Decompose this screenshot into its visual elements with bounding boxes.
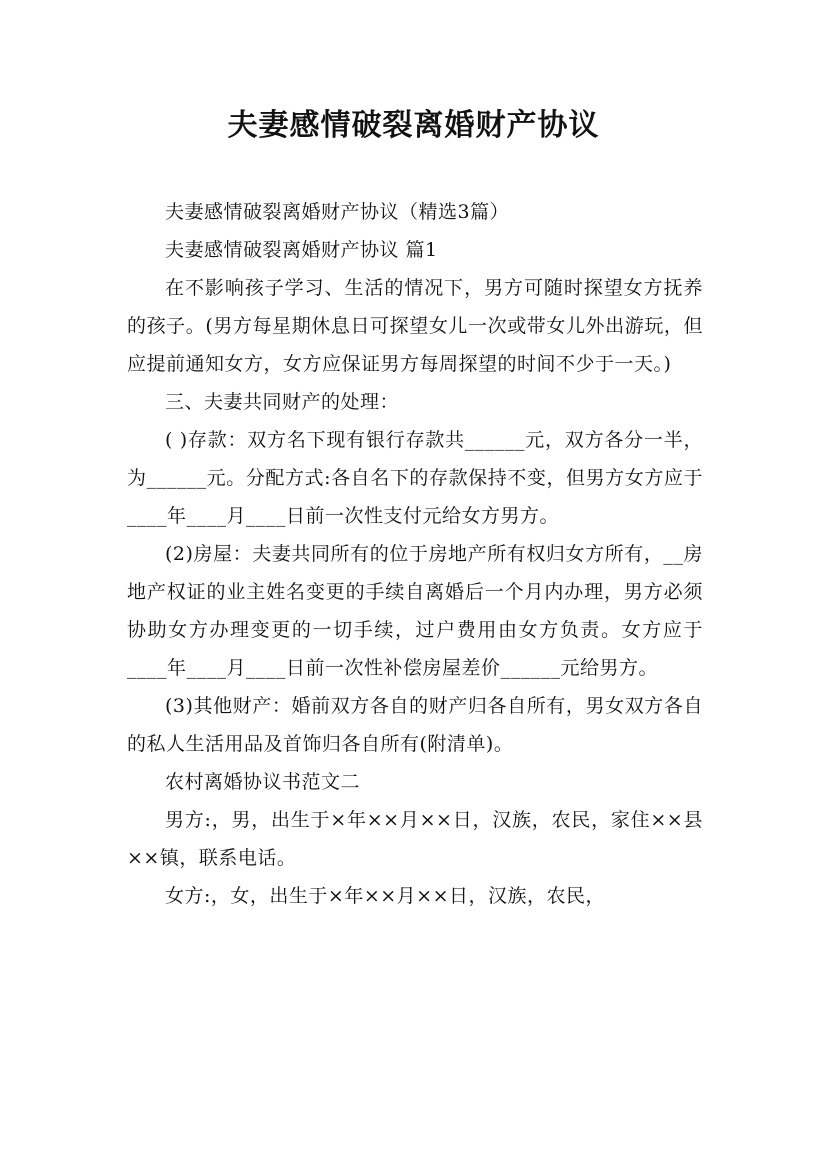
paragraph-female-party: 女方:，女，出生于×年××月××日，汉族，农民，: [165, 885, 606, 907]
paragraph-house: (2)房屋：夫妻共同所有的位于房地产所有权归女方所有，__房地产权证的业主姓名变更的手续自离婚后一个月内办理，男方必须协助女方办理变更的一切手续，过户费用由女方负责。女方应于____年____月____日前一次性补偿房屋差价______元给男方。: [127, 543, 703, 679]
paragraph-collection-title: 夫妻感情破裂离婚财产协议（精选3篇）: [165, 201, 510, 223]
paragraph-property-heading: 三、夫妻共同财产的处理：: [165, 391, 400, 413]
paragraph-section-heading: 夫妻感情破裂离婚财产协议 篇1: [165, 239, 438, 261]
paragraph-male-party: 男方:，男，出生于×年××月××日，汉族，农民，家住××县××镇，联系电话。: [127, 809, 703, 869]
paragraph-sample-two-heading: 农村离婚协议书范文二: [165, 771, 361, 793]
document-title: 夫妻感情破裂离婚财产协议: [227, 108, 600, 143]
document-body: [127, 193, 703, 915]
paragraph-deposits: ( )存款：双方名下现有银行存款共______元，双方各分一半，为______元。分配方式:各自名下的存款保持不变，但男方女方应于____年____月____日前一次性支付元给女方男方。: [127, 429, 703, 527]
paragraph-visitation: 在不影响孩子学习、生活的情况下，男方可随时探望女方抚养的孩子。(男方每星期休息日可探望女儿一次或带女儿外出游玩，但应提前通知女方，女方应保证男方每周探望的时间不少于一天。): [127, 277, 703, 375]
paragraph-other-property: (3)其他财产：婚前双方各自的财产归各自所有，男女双方各自的私人生活用品及首饰归各自所有(附清单)。: [127, 695, 703, 755]
